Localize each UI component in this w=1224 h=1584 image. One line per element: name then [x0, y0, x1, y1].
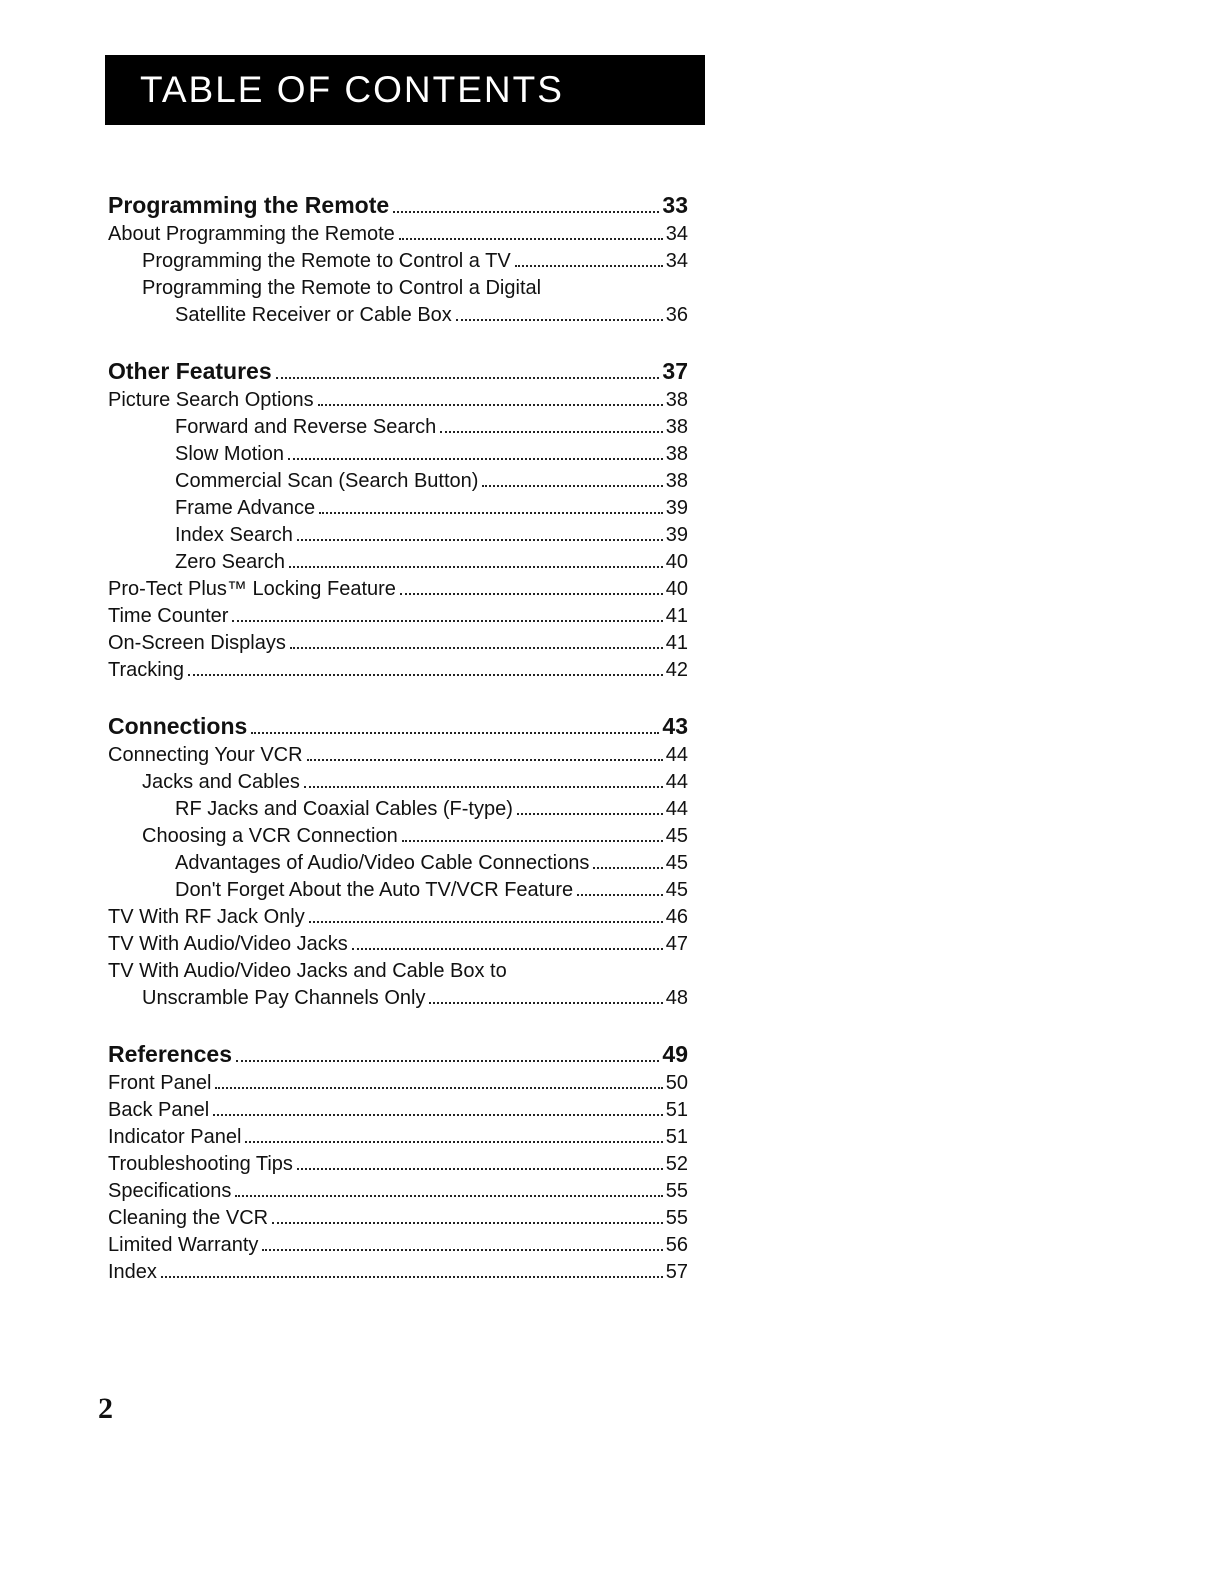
- toc-entry-text: About Programming the Remote: [108, 223, 395, 245]
- toc-entry-page: 44: [665, 798, 688, 820]
- toc-entry-text: Time Counter: [108, 605, 229, 627]
- dot-leader: [290, 647, 663, 649]
- toc-entry-text: Advantages of Audio/Video Cable Connections: [175, 852, 590, 874]
- dot-leader: [593, 867, 662, 869]
- toc-section: [108, 1036, 688, 1284]
- toc-entry[interactable]: [108, 601, 688, 628]
- toc-entry-page: 38: [665, 389, 688, 411]
- toc-entry-text: Tracking: [108, 659, 184, 681]
- toc-entry-text: Don't Forget About the Auto TV/VCR Feature: [175, 879, 574, 901]
- dot-leader: [307, 759, 663, 761]
- dot-leader: [289, 566, 663, 568]
- dot-leader: [393, 211, 659, 213]
- toc-entry-page: 42: [665, 659, 688, 681]
- toc-entry[interactable]: [108, 273, 688, 300]
- toc-entry-text: Slow Motion: [175, 443, 284, 465]
- toc-entry-page: 40: [665, 578, 688, 600]
- dot-leader: [400, 593, 663, 595]
- toc-entry[interactable]: [108, 983, 688, 1010]
- toc-entry-page: 55: [665, 1180, 688, 1202]
- toc-entry-page: 39: [665, 524, 688, 546]
- toc-entry[interactable]: [108, 628, 688, 655]
- toc-entry-text: Index Search: [175, 524, 293, 546]
- toc-entry-text: Indicator Panel: [108, 1126, 242, 1148]
- toc-entry[interactable]: [108, 246, 688, 273]
- toc-entry-page: 34: [665, 223, 688, 245]
- dot-leader: [440, 431, 663, 433]
- toc-entry-text: Jacks and Cables: [142, 771, 300, 793]
- toc-entry-text: Connecting Your VCR: [108, 744, 303, 766]
- section-page-number: 43: [662, 713, 688, 739]
- toc-entry-text: Back Panel: [108, 1099, 210, 1121]
- dot-leader: [517, 813, 663, 815]
- toc-section: [108, 187, 688, 327]
- toc-entry[interactable]: [108, 1230, 688, 1257]
- toc-entry-page: 38: [665, 443, 688, 465]
- toc-entry-page: 51: [665, 1099, 688, 1121]
- dot-leader: [188, 674, 663, 676]
- toc-entry[interactable]: [108, 219, 688, 246]
- toc-entry-page: 57: [665, 1261, 688, 1283]
- dot-leader: [251, 732, 659, 734]
- toc-entry[interactable]: [108, 767, 688, 794]
- dot-leader: [288, 458, 663, 460]
- toc-entry-page: 45: [665, 825, 688, 847]
- toc-entry-text: Unscramble Pay Channels Only: [142, 987, 426, 1009]
- toc-entry-page: 55: [665, 1207, 688, 1229]
- dot-leader: [262, 1249, 662, 1251]
- toc-entry[interactable]: [108, 1068, 688, 1095]
- toc-entry[interactable]: [108, 1176, 688, 1203]
- toc-entry-text: Limited Warranty: [108, 1234, 259, 1256]
- toc-entry-text: Satellite Receiver or Cable Box: [175, 304, 452, 326]
- toc-entry-page: 45: [665, 879, 688, 901]
- toc-entry-text: Zero Search: [175, 551, 286, 573]
- dot-leader: [577, 894, 663, 896]
- toc-entry[interactable]: [108, 655, 688, 682]
- toc-entry[interactable]: [108, 1257, 688, 1284]
- toc-entry-page: 41: [665, 632, 688, 654]
- dot-leader: [272, 1222, 663, 1224]
- dot-leader: [456, 319, 663, 321]
- toc-entry-page: 48: [665, 987, 688, 1009]
- toc-entry-text: Programming the Remote to Control a TV: [142, 250, 511, 272]
- toc-entry-text: Pro-Tect Plus™ Locking Feature: [108, 578, 396, 600]
- dot-leader: [309, 921, 663, 923]
- toc-entry-text: TV With Audio/Video Jacks: [108, 933, 348, 955]
- toc-entry[interactable]: [108, 547, 688, 574]
- dot-leader: [232, 620, 662, 622]
- toc-entry-page: 44: [665, 771, 688, 793]
- toc-entry-page: 56: [665, 1234, 688, 1256]
- toc-entry[interactable]: [108, 493, 688, 520]
- dot-leader: [304, 786, 663, 788]
- dot-leader: [297, 539, 663, 541]
- section-page-number: 37: [662, 358, 688, 384]
- dot-leader: [276, 377, 660, 379]
- toc-entry[interactable]: [108, 1095, 688, 1122]
- dot-leader: [515, 265, 663, 267]
- toc-entry-text: On-Screen Displays: [108, 632, 286, 654]
- section-heading[interactable]: [108, 187, 688, 219]
- toc-entry-text: Frame Advance: [175, 497, 316, 519]
- toc-entry[interactable]: [108, 902, 688, 929]
- dot-leader: [429, 1002, 662, 1004]
- toc-entry-text: Index: [108, 1261, 157, 1283]
- toc-entry-text: Front Panel: [108, 1072, 212, 1094]
- toc-entry-page: 50: [665, 1072, 688, 1094]
- toc-entry[interactable]: [108, 574, 688, 601]
- toc-entry[interactable]: [108, 956, 688, 983]
- section-page-number: 49: [662, 1041, 688, 1067]
- section-heading-text: Other Features: [108, 358, 272, 384]
- toc-entry-text: Forward and Reverse Search: [175, 416, 437, 438]
- toc-section: [108, 353, 688, 682]
- dot-leader: [399, 238, 663, 240]
- dot-leader: [318, 404, 663, 406]
- toc-entry-text: TV With RF Jack Only: [108, 906, 305, 928]
- section-heading[interactable]: [108, 353, 688, 385]
- toc-entry-text: Choosing a VCR Connection: [142, 825, 398, 847]
- dot-leader: [482, 485, 662, 487]
- toc-entry-page: 52: [665, 1153, 688, 1175]
- toc-entry-text: Troubleshooting Tips: [108, 1153, 293, 1175]
- section-heading-text: Connections: [108, 713, 248, 739]
- toc-entry-text: Cleaning the VCR: [108, 1207, 269, 1229]
- dot-leader: [235, 1195, 662, 1197]
- toc-entry-page: 36: [665, 304, 688, 326]
- toc-entry-text: TV With Audio/Video Jacks and Cable Box to: [108, 960, 507, 982]
- toc-entry-text: Commercial Scan (Search Button): [175, 470, 479, 492]
- toc-entry[interactable]: [108, 1203, 688, 1230]
- page-number: 2: [98, 1392, 113, 1425]
- dot-leader: [213, 1114, 663, 1116]
- toc-entry[interactable]: [108, 794, 688, 821]
- toc-entry-page: 39: [665, 497, 688, 519]
- toc-entry-page: 40: [665, 551, 688, 573]
- dot-leader: [245, 1141, 662, 1143]
- toc-entry-text: Programming the Remote to Control a Digital: [142, 277, 542, 299]
- toc-entry-text: RF Jacks and Coaxial Cables (F-type): [175, 798, 513, 820]
- toc-entry[interactable]: [108, 466, 688, 493]
- section-heading-text: References: [108, 1041, 233, 1067]
- toc-entry[interactable]: [108, 385, 688, 412]
- toc-entry-page: 47: [665, 933, 688, 955]
- toc-section: [108, 708, 688, 1010]
- title-banner: [105, 55, 705, 125]
- section-page-number: 33: [662, 192, 688, 218]
- toc-entry-page: 44: [665, 744, 688, 766]
- table-of-contents: [108, 187, 688, 1310]
- dot-leader: [215, 1087, 662, 1089]
- toc-entry[interactable]: [108, 848, 688, 875]
- dot-leader: [352, 948, 663, 950]
- toc-entry[interactable]: [108, 1122, 688, 1149]
- section-heading-text: Programming the Remote: [108, 192, 390, 218]
- toc-entry[interactable]: [108, 821, 688, 848]
- dot-leader: [161, 1276, 663, 1278]
- toc-entry[interactable]: [108, 875, 688, 902]
- toc-entry-page: 51: [665, 1126, 688, 1148]
- toc-entry-text: Picture Search Options: [108, 389, 314, 411]
- toc-entry[interactable]: [108, 520, 688, 547]
- toc-entry[interactable]: [108, 1149, 688, 1176]
- toc-entry[interactable]: [108, 740, 688, 767]
- dot-leader: [402, 840, 663, 842]
- toc-entry-text: Specifications: [108, 1180, 232, 1202]
- toc-entry-page: 38: [665, 470, 688, 492]
- dot-leader: [297, 1168, 663, 1170]
- toc-entry[interactable]: [108, 929, 688, 956]
- toc-entry[interactable]: [108, 300, 688, 327]
- dot-leader: [319, 512, 663, 514]
- dot-leader: [236, 1060, 659, 1062]
- section-heading[interactable]: [108, 1036, 688, 1068]
- section-heading[interactable]: [108, 708, 688, 740]
- toc-entry[interactable]: [108, 412, 688, 439]
- toc-entry-page: 41: [665, 605, 688, 627]
- toc-entry-page: 34: [665, 250, 688, 272]
- toc-entry-page: 46: [665, 906, 688, 928]
- toc-entry-page: 38: [665, 416, 688, 438]
- toc-entry-page: 45: [665, 852, 688, 874]
- page-title: TABLE OF CONTENTS: [140, 69, 564, 110]
- toc-entry[interactable]: [108, 439, 688, 466]
